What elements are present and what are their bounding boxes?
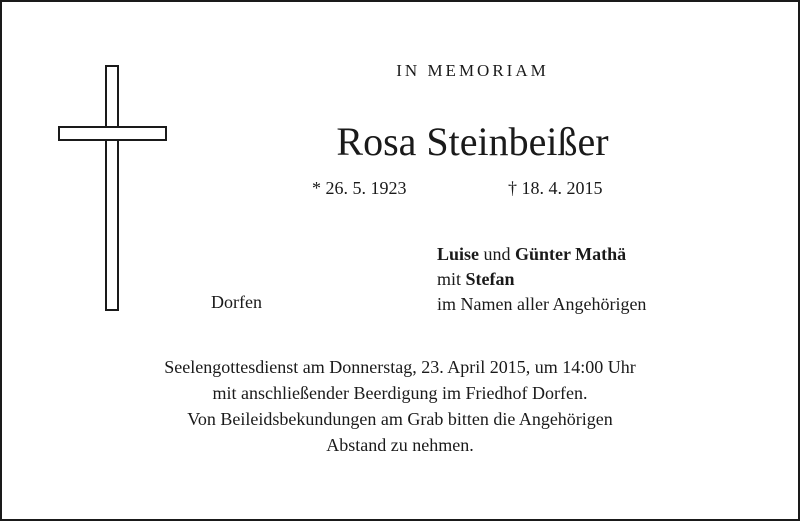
mourner-prefix: mit	[437, 269, 466, 289]
service-announcement	[0, 354, 800, 458]
service-line-3: Von Beileidsbekundungen am Grab bitten die Angehörigen	[187, 409, 613, 429]
birth-date: * 26. 5. 1923	[312, 178, 407, 198]
mourners-block	[437, 242, 646, 317]
memoriam-heading: IN MEMORIAM	[396, 61, 549, 80]
cross-vertical-beam	[105, 65, 119, 311]
service-line-2: mit anschließender Beerdigung im Friedhof Dorfen.	[212, 383, 588, 403]
mourners-line-1	[437, 242, 646, 267]
mourner-name-guenter: Günter Mathä	[515, 244, 627, 264]
mourner-name-luise: Luise	[437, 244, 480, 264]
service-line-1: Seelengottesdienst am Donnerstag, 23. April 2015, um 14:00 Uhr	[164, 357, 636, 377]
mourner-name-stefan: Stefan	[465, 269, 515, 289]
deceased-name: Rosa Steinbeißer	[336, 119, 609, 164]
service-line-4: Abstand zu nehmen.	[326, 435, 474, 455]
death-date: † 18. 4. 2015	[508, 178, 603, 198]
mourners-line-3: im Namen aller Angehörigen	[437, 294, 647, 314]
location: Dorfen	[211, 292, 262, 312]
mourners-line-2	[437, 267, 646, 292]
mourner-conjunction: und	[479, 244, 516, 264]
cross-intersection	[107, 128, 117, 139]
